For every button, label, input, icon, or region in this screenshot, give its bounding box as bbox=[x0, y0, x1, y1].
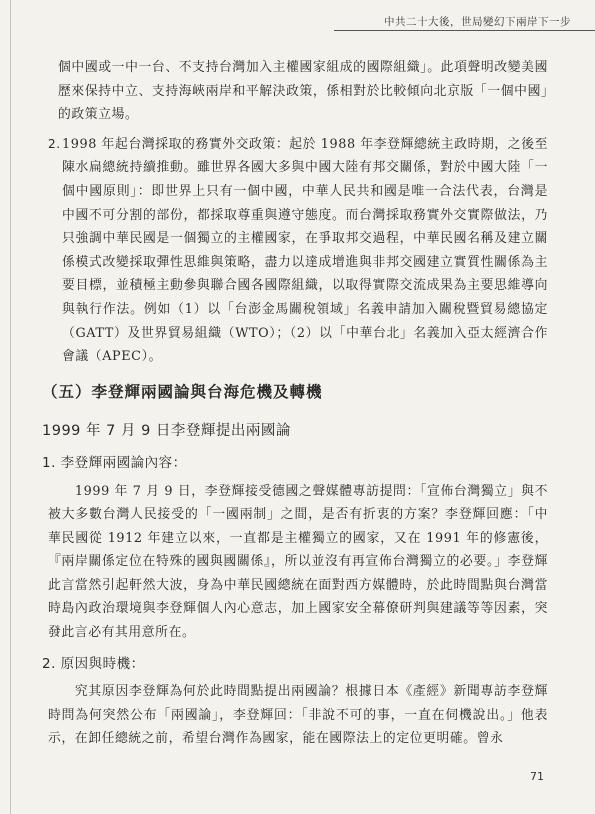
list-item-number: 2. bbox=[48, 136, 61, 151]
point-1-paragraph: 1999 年 7 月 9 日，李登輝接受德國之聲媒體專訪提問：「宣佈台灣獨立」與不被大多數台灣人民接受的「一國兩制」之間，是否有折衷的方案？李登輝回應：「中華民國從 1912 年建立以來，一直都是主權獨立的國家，又在 1991 年的修憲後，『兩岸關係定位在特殊的國與國關係』，所以並沒有再宣佈台灣獨立的必要。」李登輝此言當然引起軒然大波，身為中華民國總統在面對西方媒體時，於此時間點與台灣當時島內政治環境與李登輝個人內心意志，加上國家安全幕僚研判與建議等等因素，突發此言必有其用意所在。 bbox=[48, 483, 548, 641]
list-item-text: 1998 年起台灣採取的務實外交政策：起於 1988 年李登輝總統主政時期，之後至陳水扁總統持續推動。雖世界各國大多與中國大陸有邦交關係，對於中國大陸「一個中國原則」：即世界上只有一個中國，中華人民共和國是唯一合法代表，台灣是中國不可分割的部份，都採取尊重與遵守態度。而台灣採取務實外交實際做法，乃只強調中華民國是一個獨立的主權國家，在爭取邦交過程，中華民國名稱及建立關係模式改變採取彈性思維與策略，盡力以達成增進與非邦交國建立實質性關係為主要目標，並積極主動參與聯合國各國際組織，以取得實際交流成果為主要思維導向與執行作法。例如（1）以「台澎金馬關稅領域」名義申請加入關稅暨貿易總協定（GATT）及世界貿易組織（WTO）；（2）以「中華台北」名義加入亞太經濟合作會議（APEC）。 bbox=[62, 136, 548, 365]
point-2-title: 2. 原因與時機： bbox=[42, 655, 145, 672]
intro-paragraph: 個中國或一中一台、不支持台灣加入主權國家組成的國際組織」。此項聲明改變美國歷來保持中立、支持海峽兩岸和平解決政策，係相對於比較傾向北京版「一個中國」的政策立場。 bbox=[58, 60, 548, 123]
page-edge-line bbox=[10, 0, 11, 814]
running-title: 中共二十大後，世局變幻下兩岸下一步 bbox=[384, 16, 571, 28]
section-heading: （五）李登輝兩國論與台海危機及轉機 bbox=[42, 382, 323, 401]
page-number: 71 bbox=[530, 770, 544, 783]
point-2-paragraph: 究其原因李登輝為何於此時間點提出兩國論？根據日本《產經》新聞專訪李登輝時問為何突然公布「兩國論」，李登輝回：「非說不可的事，一直在伺機說出。」他表示，在卸任總統之前，希望台灣作為國家，能在國際法上的定位更明確。曾永 bbox=[48, 684, 548, 747]
main-content bbox=[42, 56, 548, 751]
list-item-2 bbox=[48, 133, 548, 369]
running-header bbox=[334, 14, 595, 31]
point-1-title: 1. 李登輝兩國論內容： bbox=[42, 454, 187, 471]
subheading: 1999 年 7 月 9 日李登輝提出兩國論 bbox=[42, 423, 291, 440]
